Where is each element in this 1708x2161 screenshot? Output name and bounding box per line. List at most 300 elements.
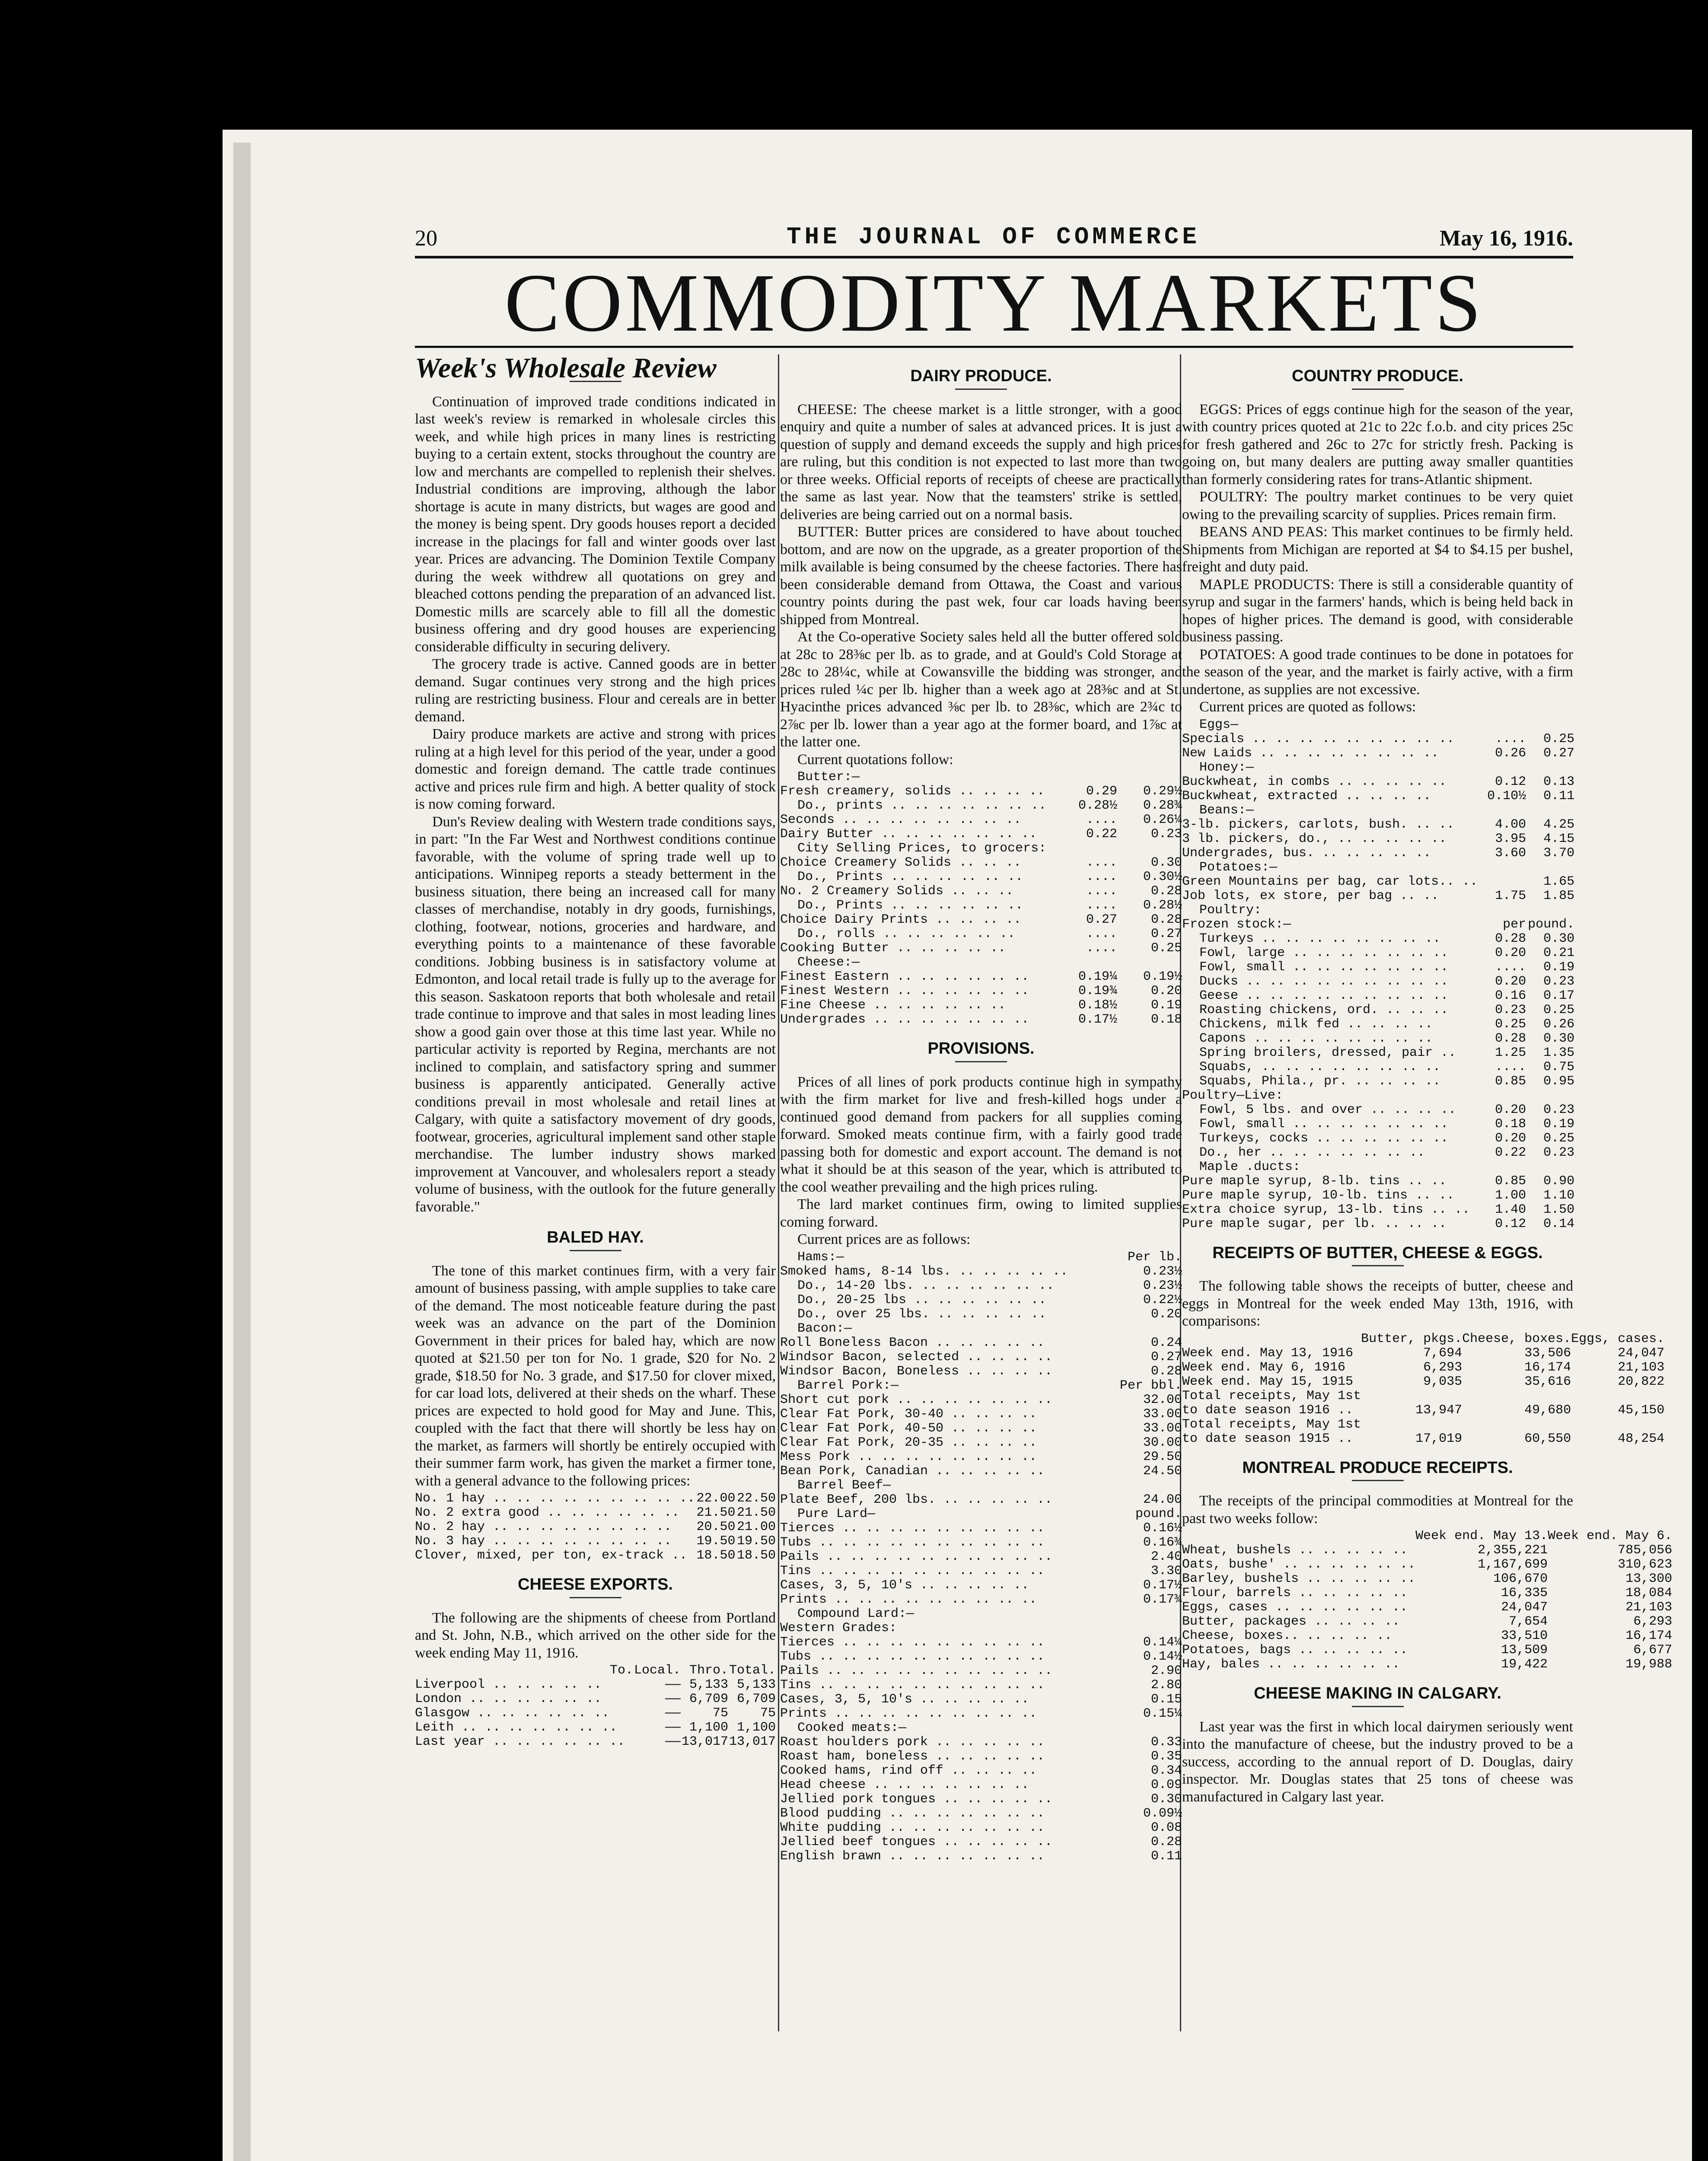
table-cell: 33.00 <box>1143 1421 1182 1436</box>
paragraph: Dun's Review dealing with Western trade conditions says, in part: "In the Far West and Northwest conditions continue favorable, with the volume of spring trade well up to anticipations. Winnipeg reports a steady betterment in the business situation, there being an increased call for many classes of merchandise, notably in dry goods, furnishings, clothing, footwear, notions, groceries and hardware, and everything points to a maintenance of these favorable conditions. Jobbing business is in satisfactory volume at Edmonton, and local retail trade is fully up to the average for this season. Saskatoon reports that both wholesale and retail trade continue to improve and that sales in most leading lines show a good gain over those at this time last year. While no particular activity is reported by Regina, merchants are not inclined to complain, and satisfactory spring and summer business is apparently anticipated. Generally active conditions prevail in most wholesale and retail lines at Calgary, with quite a satisfactory movement of dry goods, footwear, groceries, agricultural implement sand other staple merchandise. The lumber industry shows marked improvement at Vancouver, and wholesalers report a steady volume of business, with the outlook for the future generally favorable." <box>415 813 776 1215</box>
journal-name: THE JOURNAL OF COMMERCE <box>787 223 1200 251</box>
table-cell: 0.28½ <box>1078 799 1117 813</box>
table-cell: 0.27 <box>1150 927 1182 941</box>
baled-hay-heading: BALED HAY. <box>547 1228 644 1246</box>
table-row <box>1182 803 1574 818</box>
table-cell: Turkeys, cocks .. .. .. .. .. .. <box>1199 1131 1449 1146</box>
table-cell: Tins .. .. .. .. .. .. .. .. .. .. <box>780 1564 1045 1578</box>
table-cell: 0.27 <box>1150 1350 1182 1364</box>
table-cell: 3.95 <box>1495 832 1526 846</box>
table-cell: 0.95 <box>1543 1074 1575 1089</box>
table-row <box>1182 889 1574 903</box>
table-cell: 0.10½ <box>1487 789 1526 803</box>
table-cell: .... <box>1086 870 1117 884</box>
page-header <box>415 220 1573 255</box>
table-row <box>1182 989 1574 1003</box>
table-row <box>1182 746 1574 761</box>
table-cell: to date season 1916 .. <box>1182 1403 1354 1418</box>
table-cell: Potatoes, bags .. .. .. .. .. <box>1182 1643 1408 1657</box>
table-cell: Thro. <box>689 1664 728 1678</box>
table-cell: 18.50 <box>736 1549 776 1563</box>
table-cell: Cooking Butter .. .. .. .. .. <box>780 941 1006 956</box>
table-cell: Windsor Bacon, selected .. .. .. .. <box>780 1350 1053 1364</box>
paragraph: EGGS: Prices of eggs continue high for the season of the year, with country prices quoted at 21c to 22c f.o.b. and city prices 25c for fresh gathered and 26c to 27c for strictly fresh. Packing is going on, but many dealers are putting away smaller quantities than formerly considering rates for trans-Atlantic shipment. <box>1182 401 1573 488</box>
table-cell: 13,017 <box>681 1735 728 1749</box>
table-cell: 1.50 <box>1543 1202 1575 1217</box>
table-cell: Cooked hams, rind off .. .. .. .. <box>780 1763 1037 1778</box>
table-cell: 0.17¾ <box>1143 1592 1182 1607</box>
table-row <box>780 1322 1182 1336</box>
table-row <box>1182 1032 1574 1046</box>
table-cell: 33,510 <box>1501 1629 1548 1643</box>
table-cell: Seconds .. .. .. .. .. .. .. .. <box>780 813 1022 827</box>
paragraph: Current prices are quoted as follows: <box>1199 699 1416 715</box>
table-cell: 0.29 <box>1086 784 1117 799</box>
table-cell <box>1526 903 1574 918</box>
table-cell: Smoked hams, 8-14 lbs. .. .. .. .. .. <box>780 1264 1068 1279</box>
cheese-exports-text: The following are the shipments of cheese from Portland and St. John, N.B., which arrived on the other side for the week ending May 11, 1916. <box>415 1610 776 1661</box>
table-cell: 0.25 <box>1543 1003 1575 1017</box>
table-row <box>780 1279 1182 1293</box>
table-row <box>1182 1558 1672 1572</box>
table-cell: 0.23 <box>1543 1103 1575 1117</box>
table-cell: 310,623 <box>1618 1558 1673 1572</box>
table-cell <box>1571 1389 1664 1403</box>
table-cell: Pure maple syrup, 10-lb. tins .. .. <box>1182 1188 1455 1203</box>
table-cell: Total receipts, May 1st <box>1182 1389 1361 1403</box>
table-cell: Jellied beef tongues .. .. .. .. .. <box>780 1835 1053 1849</box>
table-cell: 1.65 <box>1543 874 1575 889</box>
table-row <box>780 1664 1182 1678</box>
table-row <box>415 1534 776 1549</box>
table-cell: 0.26 <box>1495 746 1526 761</box>
table-row <box>780 1336 1182 1350</box>
table-cell <box>1052 770 1117 784</box>
table-cell: Week end. May 15, 1915 <box>1182 1374 1354 1389</box>
dairy-heading: DAIRY PRODUCE. <box>910 367 1052 385</box>
table-row <box>415 1692 776 1706</box>
table-row <box>1182 1003 1574 1017</box>
dairy-table <box>780 770 1182 1027</box>
table-cell: 45,150 <box>1618 1403 1665 1418</box>
table-cell: 0.22 <box>1495 1145 1526 1160</box>
paragraph: POULTRY: The poultry market continues to be very quiet owing to the prevailing scarcity of supplies. Prices remain firm. <box>1182 489 1573 523</box>
country-heading: COUNTRY PRODUCE. <box>1292 367 1463 385</box>
table-cell: Capons .. .. .. .. .. .. .. .. <box>1199 1031 1433 1046</box>
paragraph: BEANS AND PEAS: This market continues to be firmly held. Shipments from Michigan are reported at $4 to $4.15 per bushel, freight and duty paid. <box>1182 524 1573 575</box>
table-cell: .... <box>1086 813 1117 827</box>
paragraph: The grocery trade is active. Canned goods are in better demand. Sugar continues very strong and the high prices ruling are restricting business. Flour and cereals are in better demand. <box>415 656 776 725</box>
table-row <box>780 1364 1182 1379</box>
paragraph: Dairy produce markets are active and strong with prices ruling at a high level for this period of the year, under a good domestic and foreign demand. The cattle trade continues active and prices rule firm and high. A better quality of stock is now coming forward. <box>415 726 776 812</box>
table-cell: 49,680 <box>1524 1403 1571 1418</box>
provisions-heading: PROVISIONS. <box>927 1039 1035 1058</box>
table-cell: Honey:— <box>1199 760 1254 775</box>
table-row <box>1182 875 1574 889</box>
review-heading: Week's Wholesale Review <box>415 352 717 384</box>
table-row <box>780 1436 1182 1450</box>
table-cell: pound. <box>1135 1507 1182 1521</box>
table-cell: 3-lb. pickers, carlots, bush. .. .. <box>1182 817 1455 832</box>
table-cell: Green Mountains per bag, car lots.. .. <box>1182 874 1478 889</box>
table-row <box>780 1650 1182 1664</box>
table-row <box>1182 1600 1672 1615</box>
table-cell: 6,709 <box>689 1692 728 1706</box>
table-cell: 0.25 <box>1543 1131 1575 1146</box>
paragraph: Prices of all lines of pork products continue high in sympathy with the firm market for live and fresh-killed hogs under a continued good demand from packers for all supplies coming forward. Smoked meats continue firm, with a fairly good trade passing both for domestic and export account. The demand is not what it should be at this season of the year, which is attributed to the cool weather prevailing and the high prices ruling. <box>780 1074 1182 1195</box>
table-row <box>780 1593 1182 1607</box>
table-row <box>1182 732 1574 746</box>
table-row <box>780 841 1182 856</box>
table-cell: 0.16 <box>1495 988 1526 1003</box>
table-cell <box>1103 1621 1182 1635</box>
table-cell: Prints .. .. .. .. .. .. .. .. .. <box>780 1592 1037 1607</box>
table-cell: 0.20 <box>1495 1131 1526 1146</box>
table-cell: 5,133 <box>736 1678 776 1692</box>
table-cell: .... <box>1086 941 1117 956</box>
table-cell: Eggs, cases .. .. .. .. .. .. <box>1182 1600 1408 1615</box>
table-row <box>1182 903 1574 918</box>
baled-hay-text: The tone of this market continues firm, with a very fair amount of business passing, with ample supplies to take care of the demand. The most noticeable feature during the past week was an advance on the part of the Dominion Government in their prices for baled hay, which are now quoted at $21.50 per ton for No. 1 grade, $20 for No. 2 grade, $18.50 for No. 3 grade, and $17.50 for clover mixed, for car load lots, delivered at their sheds on the wharf. These prices are expected to hold good for May and June. This, coupled with the fact that there will shortly be less hay on the market, as farmers will shortly be entirely occupied with their summer farm work, has given the market a firmer tone, with a general advance to the following prices: <box>415 1262 776 1489</box>
table-cell: 0.26 <box>1543 1017 1575 1032</box>
table-cell: 1,167,699 <box>1478 1558 1548 1572</box>
table-cell: 0.17½ <box>1078 1013 1117 1027</box>
table-row <box>1182 761 1574 775</box>
paragraph: Current quotations follow: <box>797 751 953 768</box>
table-row <box>780 1250 1182 1265</box>
table-cell: Fowl, small .. .. .. .. .. .. .. <box>1199 960 1449 975</box>
table-cell <box>1478 718 1526 732</box>
table-cell: Wheat, bushels .. .. .. .. .. <box>1182 1543 1408 1558</box>
table-cell: 0.30 <box>1543 1031 1575 1046</box>
table-cell: 19.50 <box>696 1534 736 1549</box>
table-cell <box>1478 761 1526 775</box>
table-cell: 0.27 <box>1086 913 1117 927</box>
table-cell: 0.19½ <box>1143 970 1182 984</box>
table-cell: 0.14½ <box>1143 1649 1182 1664</box>
table-row <box>780 1621 1182 1635</box>
table-cell: 0.20 <box>1150 984 1182 998</box>
table-cell: White pudding .. .. .. .. .. .. .. <box>780 1820 1045 1835</box>
table-cell: Fine Cheese .. .. .. .. .. .. <box>780 998 1006 1013</box>
table-cell: Roasting chickens, ord. .. .. .. <box>1199 1003 1449 1017</box>
table-cell: 0.20 <box>1495 974 1526 989</box>
title-rule <box>415 346 1573 348</box>
heading-rule <box>1352 1265 1404 1266</box>
table-cell: To. <box>609 1664 633 1678</box>
table-cell: 33.00 <box>1143 1407 1182 1422</box>
table-cell: 75 <box>712 1706 728 1721</box>
table-cell: 0.22 <box>1086 827 1117 841</box>
table-cell: Clear Fat Pork, 20-35 .. .. .. .. <box>780 1435 1037 1450</box>
table-cell: 1,100 <box>736 1721 776 1735</box>
table-row <box>780 827 1182 841</box>
table-row <box>1182 846 1574 861</box>
table-cell: Hams:— <box>797 1250 844 1265</box>
table-cell: Do., her .. .. .. .. .. .. .. <box>1199 1145 1425 1160</box>
table-cell: Tierces .. .. .. .. .. .. .. .. .. <box>780 1635 1045 1650</box>
table-cell: 13,300 <box>1625 1572 1673 1586</box>
table-row <box>780 1450 1182 1464</box>
table-cell: Finest Eastern .. .. .. .. .. .. <box>780 970 1029 984</box>
table-cell: Cheese:— <box>797 956 860 970</box>
heading-rule <box>1352 1706 1404 1707</box>
table-cell: 19,422 <box>1501 1657 1548 1672</box>
table-cell: 3 lb. pickers, do., .. .. .. .. .. <box>1182 832 1447 846</box>
table-cell: 0.09½ <box>1143 1806 1182 1821</box>
table-cell: No. 2 extra good .. .. .. .. .. .. <box>415 1506 680 1520</box>
table-cell: 21.00 <box>736 1520 776 1534</box>
page-edge <box>233 143 251 2161</box>
table-row <box>780 1393 1182 1407</box>
table-row <box>780 1507 1182 1521</box>
table-cell: Roast houlders pork .. .. .. .. .. <box>780 1735 1045 1750</box>
table-cell: 0.28 <box>1150 884 1182 899</box>
table-row <box>1182 1543 1672 1558</box>
table-cell <box>1571 1418 1664 1432</box>
table-cell <box>1526 1089 1574 1103</box>
table-cell: Fowl, small .. .. .. .. .. .. .. <box>1199 1117 1449 1131</box>
table-cell: 0.25 <box>1495 1017 1526 1032</box>
table-cell: .... <box>1495 732 1526 746</box>
table-row <box>1182 918 1574 932</box>
table-cell: Maple .ducts: <box>1199 1160 1301 1174</box>
table-row <box>780 956 1182 970</box>
column-right <box>1182 354 1673 1806</box>
table-cell: Squabs, .. .. .. .. .. .. .. .. <box>1199 1060 1441 1074</box>
table-cell: —— <box>665 1678 681 1692</box>
table-cell: 2.80 <box>1150 1678 1182 1692</box>
table-cell: 0.19 <box>1543 960 1575 975</box>
table-cell: Local. <box>634 1664 681 1678</box>
table-cell: per <box>1503 917 1526 932</box>
table-row <box>1182 832 1574 846</box>
table-row <box>415 1492 776 1506</box>
table-row <box>780 870 1182 884</box>
table-cell: Do., 14-20 lbs. .. .. .. .. .. .. <box>797 1278 1055 1293</box>
table-cell: .... <box>1495 1060 1526 1074</box>
provisions-table <box>780 1250 1182 1864</box>
table-row <box>780 1307 1182 1322</box>
page-title: COMMODITY MARKETS <box>504 257 1484 349</box>
table-cell: 0.18 <box>1495 1117 1526 1131</box>
table-cell: 0.19 <box>1543 1117 1575 1131</box>
table-cell: 2,355,221 <box>1478 1543 1548 1558</box>
table-cell: Cases, 3, 5, 10's .. .. .. .. .. <box>780 1578 1029 1593</box>
table-row <box>780 1479 1182 1493</box>
paragraph: BUTTER: Butter prices are considered to have about touched bottom, and are now on the upgrade, as a greater proportion of the milk available is being consumed by the cheese factories. There has been considerable demand from Ottawa, the Coast and various country points during the past wek, four car loads having been shipped from Montreal. <box>780 524 1182 628</box>
page-number: 20 <box>415 226 437 251</box>
table-row <box>1182 1418 1664 1432</box>
table-cell: 0.75 <box>1543 1060 1575 1074</box>
table-row <box>1182 960 1574 975</box>
table-cell: 32.00 <box>1143 1393 1182 1407</box>
table-cell <box>1526 861 1574 875</box>
table-row <box>780 941 1182 956</box>
table-row <box>1182 1146 1574 1160</box>
table-cell: Do., Prints .. .. .. .. .. .. <box>797 870 1023 884</box>
table-row <box>780 1379 1182 1393</box>
paragraph: At the Co-operative Society sales held all the butter offered sold at 28c to 28⅜c per lb. as to grade, and at Gould's Cold Storage at 28c to 28¼c, while at Cowansville the bidding was stronger, and prices ruled ¼c per lb. higher than a week ago at 28⅜c and at St. Hyacinthe prices advanced ⅜c per lb. to 28⅜c, which are 2¾c to 2⅞c per lb. lower than a year ago at the former board, and 1⅞c at the latter one. <box>780 629 1182 750</box>
table-cell: 106,670 <box>1493 1572 1548 1586</box>
table-row <box>1182 1131 1574 1146</box>
table-cell: 1.75 <box>1495 889 1526 903</box>
table-cell: 0.17 <box>1543 988 1575 1003</box>
table-row <box>1182 1432 1664 1446</box>
table-cell: 35,616 <box>1524 1374 1571 1389</box>
table-cell: Do., Prints .. .. .. .. .. .. <box>797 899 1023 913</box>
table-cell: Last year .. .. .. .. .. .. <box>415 1735 625 1749</box>
table-cell: 4.00 <box>1495 817 1526 832</box>
table-cell: 30.00 <box>1143 1435 1182 1450</box>
table-header-row <box>1182 1332 1664 1346</box>
table-cell: —— <box>665 1721 681 1735</box>
table-cell: 785,056 <box>1618 1543 1673 1558</box>
table-cell: 29.50 <box>1143 1450 1182 1464</box>
table-cell: .... <box>1086 856 1117 870</box>
table-cell: 0.30½ <box>1143 870 1182 884</box>
table-row <box>415 1506 776 1520</box>
column-left <box>415 354 776 1749</box>
table-cell: Plate Beef, 200 lbs. .. .. .. .. .. <box>780 1492 1053 1507</box>
table-cell: Hay, bales .. .. .. .. .. .. <box>1182 1657 1400 1672</box>
table-cell: 1,100 <box>689 1721 728 1735</box>
table-row <box>780 1564 1182 1578</box>
table-row <box>1182 1643 1672 1657</box>
table-cell: Butter, packages .. .. .. .. <box>1182 1615 1400 1629</box>
table-cell: Leith .. .. .. .. .. .. .. <box>415 1721 618 1735</box>
table-cell: Per lb. <box>1127 1250 1182 1265</box>
table-cell: 13,509 <box>1501 1643 1548 1657</box>
table-cell: City Selling Prices, to grocers: <box>797 841 1047 856</box>
table-cell: 22.50 <box>736 1492 776 1506</box>
table-cell: .... <box>1086 899 1117 913</box>
table-row <box>415 1721 776 1735</box>
heading-rule <box>1352 1480 1404 1481</box>
table-cell: Dairy Butter .. .. .. .. .. .. .. <box>780 827 1037 841</box>
table-cell: London .. .. .. .. .. .. <box>415 1692 602 1706</box>
table-cell: Ducks .. .. .. .. .. .. .. .. .. <box>1199 974 1449 989</box>
table-row <box>780 784 1182 799</box>
table-cell: No. 1 hay .. .. .. .. .. .. .. .. .. <box>415 1492 695 1506</box>
table-cell: 1.40 <box>1495 1202 1526 1217</box>
heading-rule <box>1352 389 1404 390</box>
table-cell: Specials .. .. .. .. .. .. .. .. .. <box>1182 732 1455 746</box>
table-cell: 0.23 <box>1543 1145 1575 1160</box>
table-row <box>780 1607 1182 1621</box>
table-row <box>415 1520 776 1534</box>
table-row <box>780 1849 1182 1864</box>
table-row <box>780 1407 1182 1422</box>
table-cell: Tins .. .. .. .. .. .. .. .. .. .. <box>780 1678 1045 1692</box>
table-row <box>780 984 1182 998</box>
table-row <box>415 1549 776 1563</box>
table-cell: 0.15 <box>1150 1692 1182 1707</box>
table-cell: 0.30 <box>1150 856 1182 870</box>
paragraph: Continuation of improved trade conditions indicated in last week's review is remarked in wholesale circles this week, and while high prices in many lines is restricting buying to a certain extent, stocks throughout the country are low and merchants are compelled to replenish their shelves. Industrial conditions are improving, although the labor shortage is acute in many districts, but wages are good and the money is being spent. Dry goods houses report a decided increase in the placings for fall and winter goods over last year. Prices are advancing. The Dominion Textile Company during the week withdrew all quotations on grey and bleached cottons pending the preparation of an advanced list. Domestic mills are scarcely able to fill all the domestic business offering and dry good houses are experiencing considerable difficulty in securing delivery. <box>415 393 776 655</box>
table-cell: Clover, mixed, per ton, ex-track .. <box>415 1549 688 1563</box>
table-row <box>780 1707 1182 1721</box>
table-cell: Week end. May 13. <box>1415 1529 1548 1543</box>
table-cell: 19,988 <box>1625 1657 1673 1672</box>
table-cell: Blood pudding .. .. .. .. .. .. .. <box>780 1806 1045 1821</box>
table-cell: 0.24 <box>1150 1335 1182 1350</box>
table-cell: —— <box>665 1706 681 1721</box>
table-cell: 1.00 <box>1495 1188 1526 1203</box>
table-cell <box>1478 1160 1526 1174</box>
table-cell: Undergrades .. .. .. .. .. .. .. <box>780 1013 1029 1027</box>
table-cell: 3.60 <box>1495 846 1526 861</box>
table-cell: Cheese, boxes.. .. .. .. .. <box>1182 1629 1393 1643</box>
table-cell: Barrel Beef— <box>797 1478 891 1493</box>
table-row <box>780 1464 1182 1479</box>
table-cell: —— <box>665 1692 681 1706</box>
table-cell: Short cut pork .. .. .. .. .. .. .. <box>780 1393 1053 1407</box>
table-cell <box>1526 761 1574 775</box>
table-cell: 0.18½ <box>1078 998 1117 1013</box>
heading-rule <box>955 1061 1007 1062</box>
table-cell: Turkeys .. .. .. .. .. .. .. .. <box>1199 931 1441 946</box>
table-cell: Butter, pkgs. <box>1361 1332 1463 1346</box>
table-cell: 0.85 <box>1495 1074 1526 1089</box>
table-cell: 17,019 <box>1415 1431 1463 1446</box>
table-cell: Extra choice syrup, 13-lb. tins .. .. <box>1182 1202 1470 1217</box>
baled-hay-table <box>415 1492 776 1563</box>
table-cell <box>1103 1607 1182 1621</box>
table-cell: Roll Boneless Bacon .. .. .. .. .. <box>780 1335 1045 1350</box>
table-cell: 0.20 <box>1495 946 1526 960</box>
cheese-exports-heading: CHEESE EXPORTS. <box>518 1575 673 1594</box>
table-row <box>780 1750 1182 1764</box>
table-cell: 0.15¼ <box>1143 1706 1182 1721</box>
table-cell: 0.19 <box>1150 998 1182 1013</box>
heading-rule <box>955 389 1007 390</box>
table-header-row <box>415 1664 776 1678</box>
table-row <box>780 1764 1182 1778</box>
table-cell: 0.16¾ <box>1143 1535 1182 1550</box>
table-cell: 16,174 <box>1625 1629 1673 1643</box>
table-row <box>1182 1117 1574 1131</box>
montreal-table <box>1182 1529 1672 1672</box>
table-cell: Spring broilers, dressed, pair .. <box>1199 1045 1456 1060</box>
table-cell: 21,103 <box>1618 1360 1665 1375</box>
table-row <box>1182 1203 1574 1217</box>
table-cell: Windsor Bacon, Boneless .. .. .. .. <box>780 1364 1053 1379</box>
table-cell: Head cheese .. .. .. .. .. .. .. <box>780 1778 1029 1792</box>
table-row <box>780 799 1182 813</box>
table-cell: 9,035 <box>1423 1374 1463 1389</box>
table-row <box>780 998 1182 1013</box>
table-cell: 18.50 <box>696 1549 736 1563</box>
table-cell <box>1478 1089 1526 1103</box>
table-cell: Flour, barrels .. .. .. .. .. <box>1182 1586 1408 1600</box>
table-row <box>1182 1060 1574 1074</box>
table-row <box>780 1293 1182 1307</box>
table-row <box>1182 1375 1664 1389</box>
table-row <box>780 1792 1182 1807</box>
table-cell: Tubs .. .. .. .. .. .. .. .. .. .. <box>780 1649 1045 1664</box>
column-middle <box>780 354 1182 1864</box>
table-cell: 13,017 <box>729 1735 776 1749</box>
table-cell: 0.11 <box>1543 789 1575 803</box>
table-cell: Cheese, boxes. <box>1462 1332 1571 1346</box>
table-cell: Liverpool .. .. .. .. .. <box>415 1678 602 1692</box>
table-row <box>1182 975 1574 989</box>
table-cell: 2.90 <box>1150 1664 1182 1678</box>
table-row <box>415 1735 776 1749</box>
table-header-row <box>1182 1529 1672 1543</box>
table-cell: 21.50 <box>696 1506 736 1520</box>
